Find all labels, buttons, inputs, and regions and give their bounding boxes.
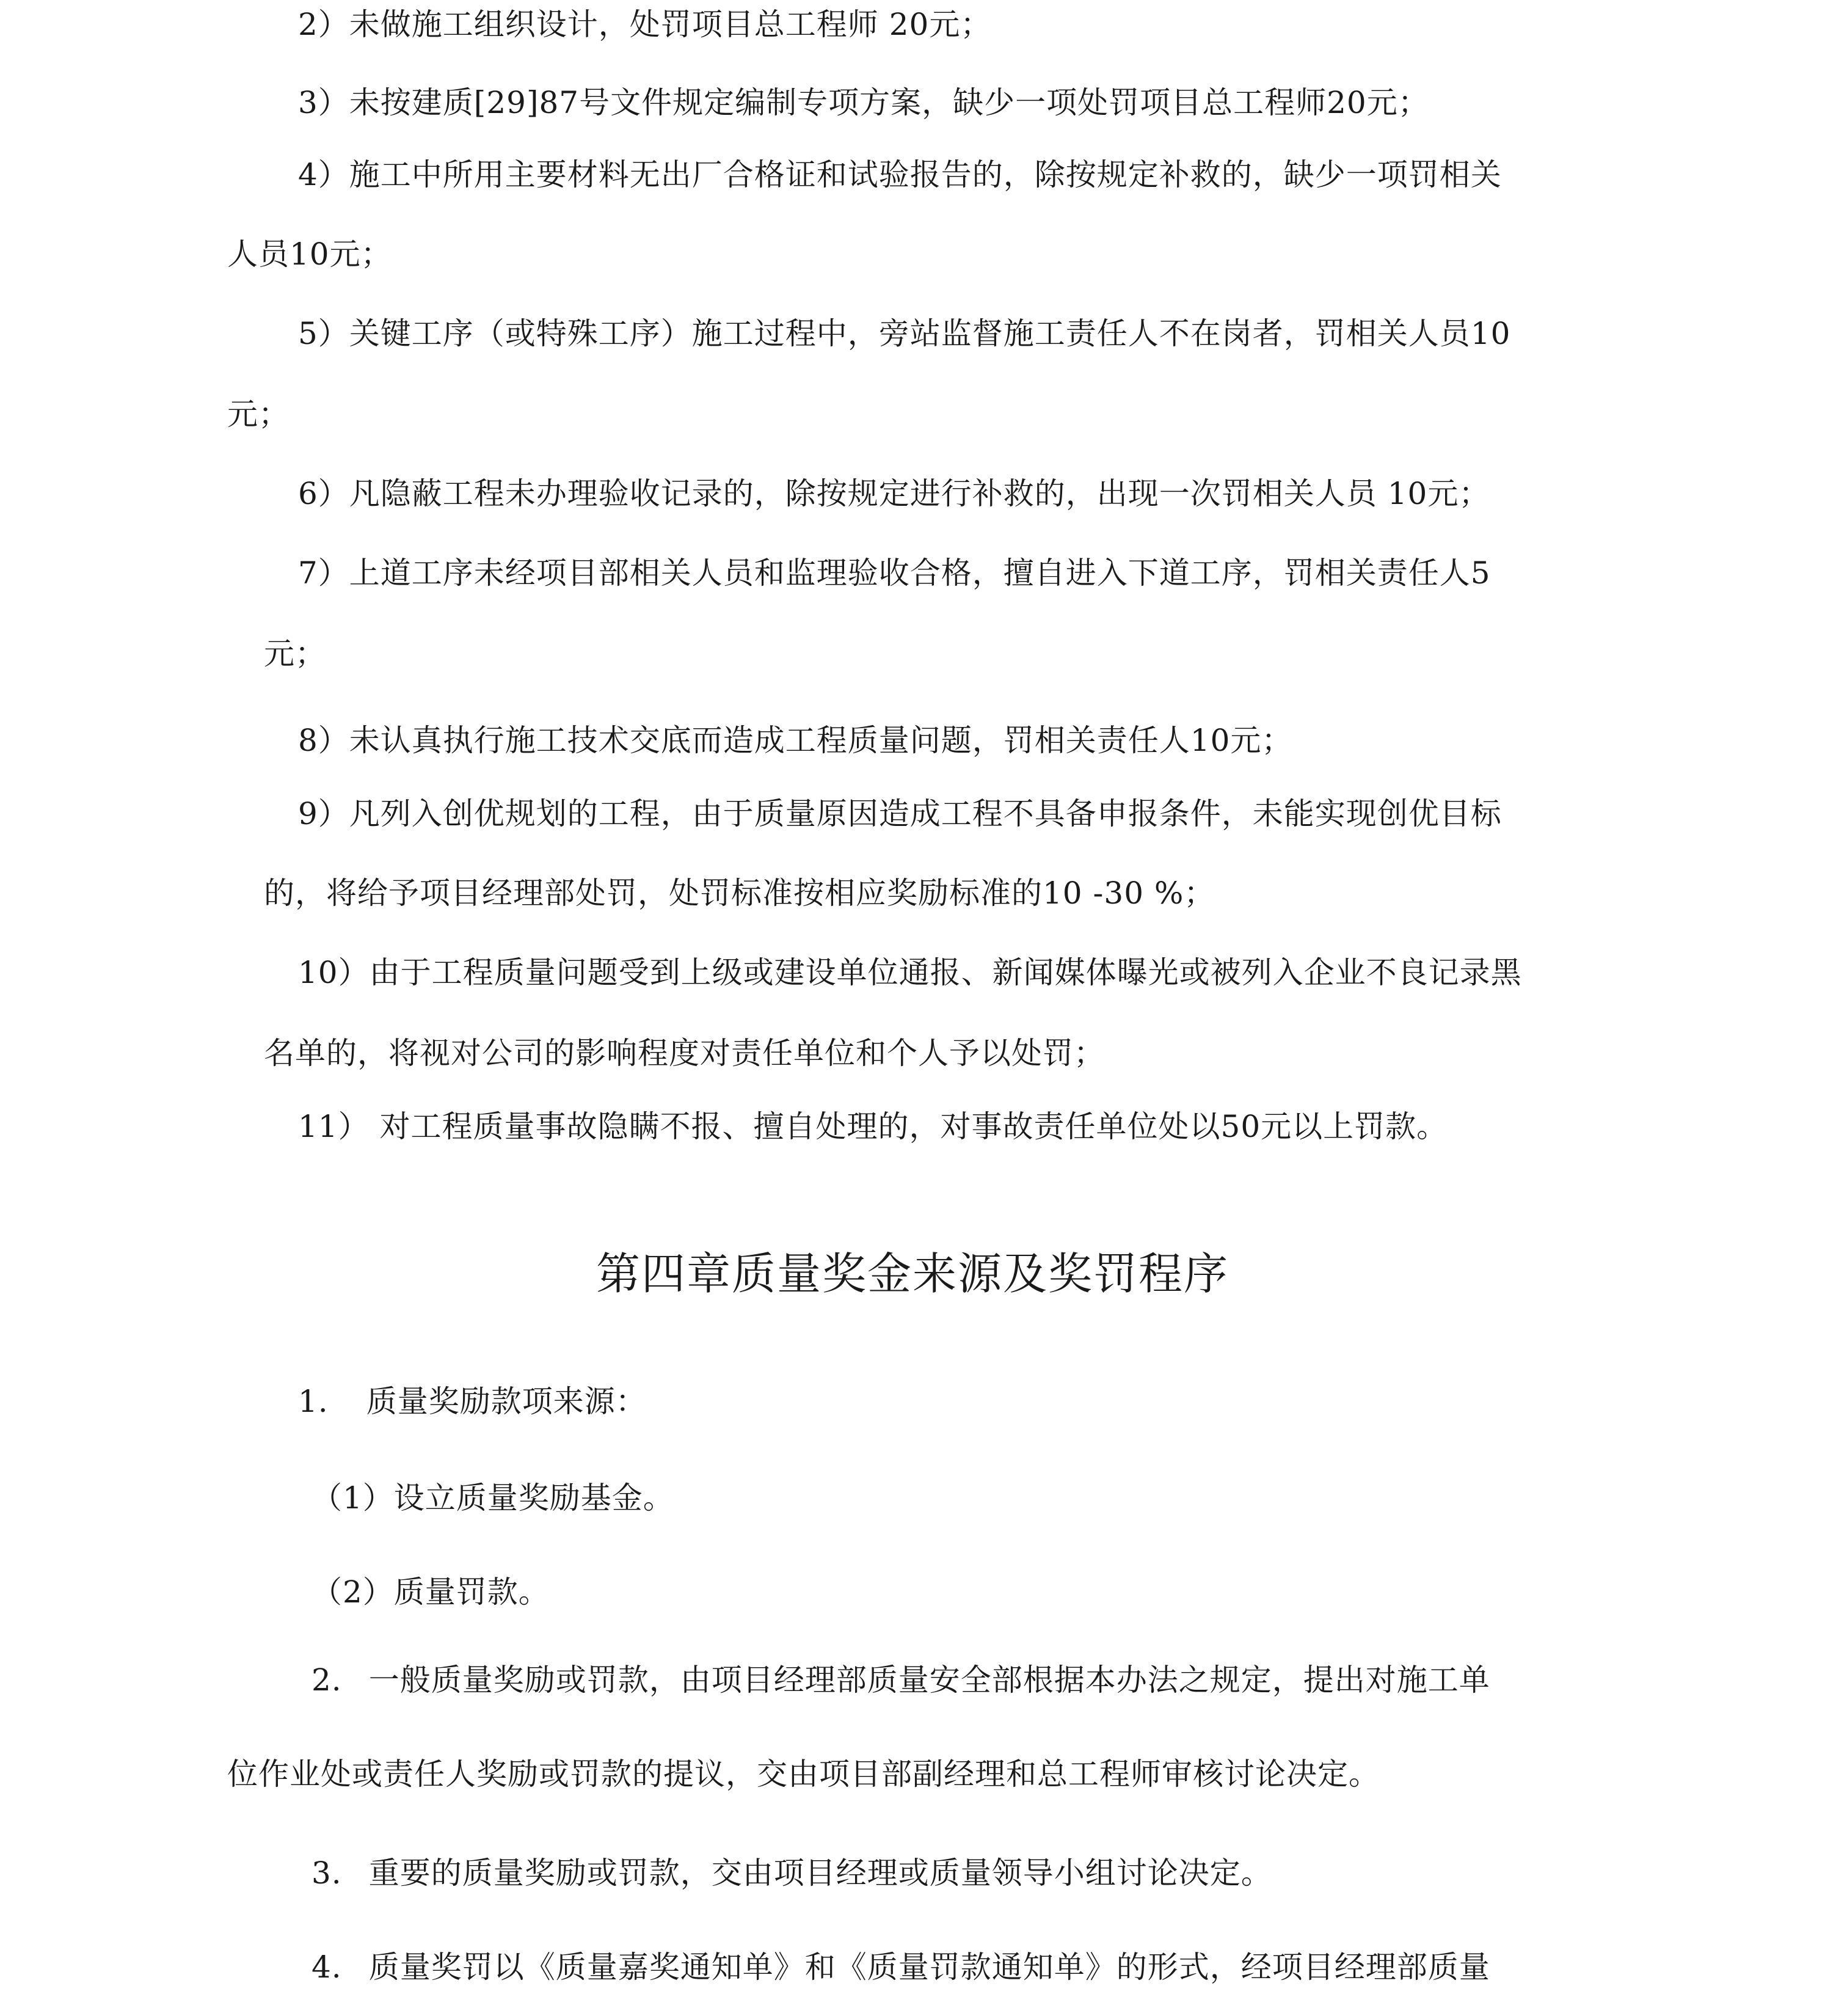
chapter-title: 第四章质量奖金来源及奖罚程序 xyxy=(596,1248,1229,1299)
penalty-item-9-line-2: 的，将给予项目经理部处罚，处罚标准按相应奖励标准的10 -30 %； xyxy=(264,875,1215,911)
procedure-3-number: 3. xyxy=(311,1855,342,1891)
penalty-item-8: 8）未认真执行施工技术交底而造成工程质量问题，罚相关责任人10元； xyxy=(298,723,1293,758)
penalty-item-2: 2）未做施工组织设计，处罚项目总工程师 20元； xyxy=(298,7,992,42)
penalty-item-5-line-1: 5）关键工序（或特殊工序）施工过程中，旁站监督施工责任人不在岗者，罚相关人员10 xyxy=(298,316,1511,351)
penalty-item-10-line-1: 10）由于工程质量问题受到上级或建设单位通报、新闻媒体曝光或被列入企业不良记录黑 xyxy=(298,955,1522,990)
penalty-item-9-line-1: 9）凡列入创优规划的工程，由于质量原因造成工程不具备申报条件，未能实现创优目标 xyxy=(298,796,1502,831)
penalty-item-7-line-2: 元； xyxy=(264,636,326,671)
procedure-4 xyxy=(311,1948,1490,1987)
penalty-item-3: 3）未按建质[29]87号文件规定编制专项方案，缺少一项处罚项目总工程师20元； xyxy=(298,85,1429,120)
procedure-2-line-2: 位作业处或责任人奖励或罚款的提议，交由项目部副经理和总工程师审核讨论决定。 xyxy=(227,1756,1380,1792)
procedure-2-number: 2. xyxy=(311,1662,342,1698)
penalty-item-4-line-2: 人员10元； xyxy=(227,236,392,272)
penalty-item-7-line-1: 7）上道工序未经项目部相关人员和监理验收合格，擅自进入下道工序，罚相关责任人5 xyxy=(298,555,1491,591)
procedure-2-text-1: 一般质量奖励或罚款，由项目经理部质量安全部根据本办法之规定，提出对施工单 xyxy=(368,1662,1490,1698)
procedure-4-number: 4. xyxy=(311,1949,342,1985)
procedure-1-text: 质量奖励款项来源： xyxy=(366,1384,647,1419)
procedure-1-number: 1. xyxy=(298,1384,329,1419)
procedure-3 xyxy=(311,1853,1272,1893)
penalty-item-5-line-2: 元； xyxy=(227,396,290,432)
procedure-1-sub-1: （1）设立质量奖励基金。 xyxy=(311,1480,674,1516)
penalty-item-11: 11） 对工程质量事故隐瞒不报、擅自处理的，对事故责任单位处以50元以上罚款。 xyxy=(298,1109,1448,1144)
penalty-item-4-line-1: 4）施工中所用主要材料无出厂合格证和试验报告的，除按规定补救的，缺少一项罚相关 xyxy=(298,157,1502,192)
procedure-1 xyxy=(298,1382,647,1421)
procedure-2-line-1 xyxy=(311,1660,1490,1700)
procedure-3-text: 重要的质量奖励或罚款，交由项目经理或质量领导小组讨论决定。 xyxy=(368,1855,1272,1891)
procedure-4-text: 质量奖罚以《质量嘉奖通知单》和《质量罚款通知单》的形式，经项目经理部质量 xyxy=(368,1949,1490,1985)
penalty-item-6: 6）凡隐蔽工程未办理验收记录的，除按规定进行补救的，出现一次罚相关人员 10元； xyxy=(298,476,1490,511)
procedure-1-sub-2: （2）质量罚款。 xyxy=(311,1574,550,1610)
penalty-item-10-line-2: 名单的，将视对公司的影响程度对责任单位和个人予以处罚； xyxy=(264,1035,1105,1071)
